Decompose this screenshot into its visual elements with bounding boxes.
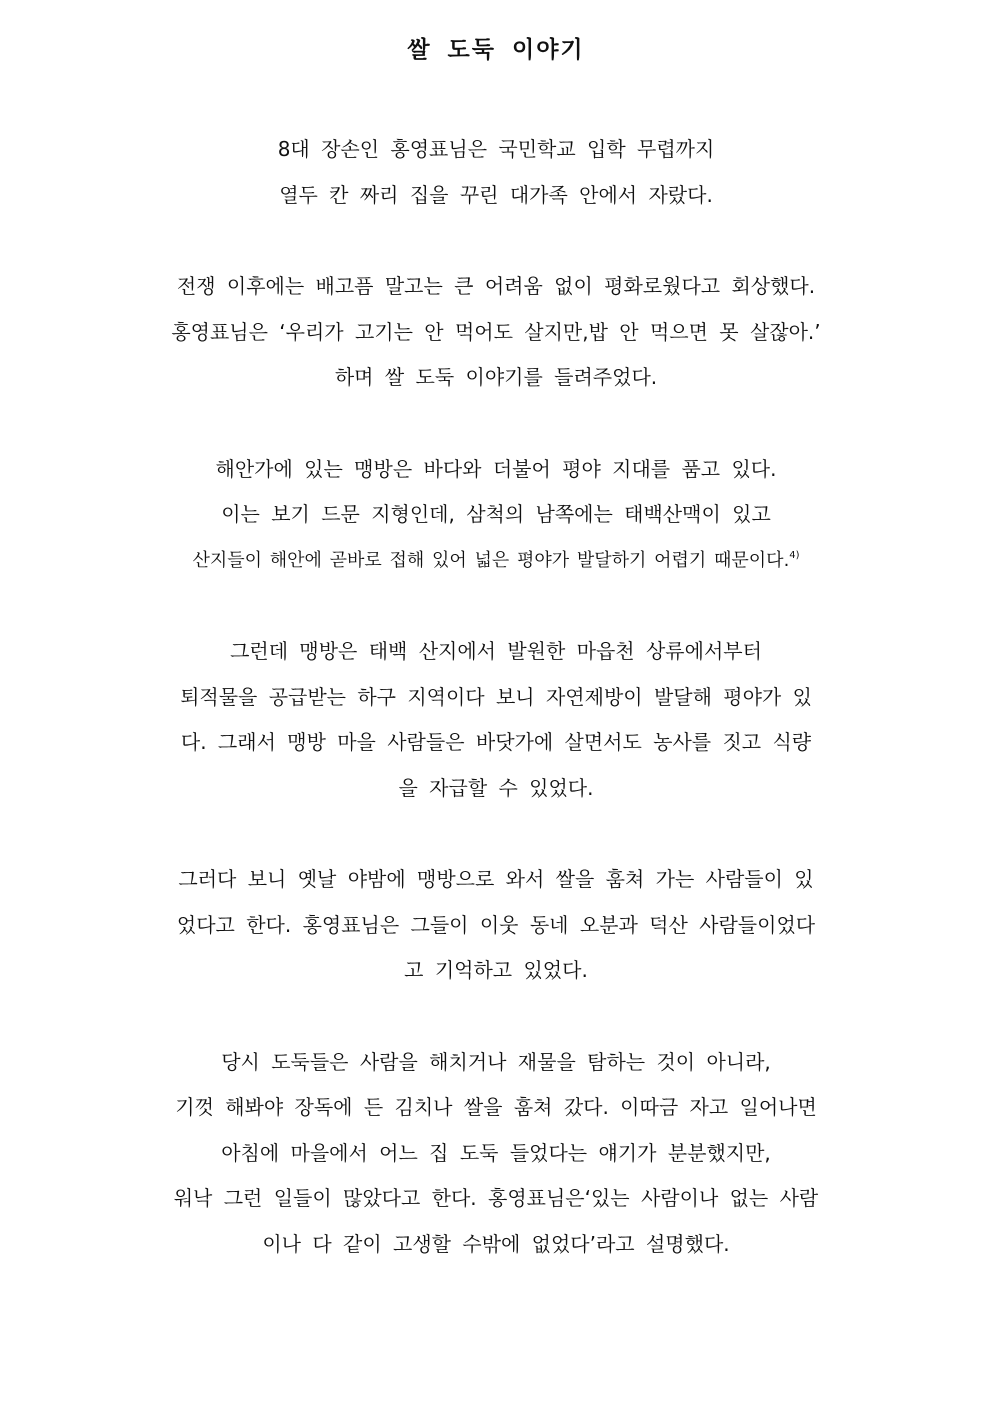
text-line: 그런데 맹방은 태백 산지에서 발원한 마읍천 상류에서부터	[230, 639, 762, 663]
text-line: 그러다 보니 옛날 야밤에 맹방으로 와서 쌀을 훔쳐 가는 사람들이 있	[178, 867, 814, 891]
text-line: 었다고 한다. 홍영표님은 그들이 이웃 동네 오분과 덕산 사람들이었다	[176, 912, 816, 937]
text-line: 퇴적물을 공급받는 하구 지역이다 보니 자연제방이 발달해 평야가 있	[180, 684, 812, 709]
paragraph-3	[140, 447, 852, 584]
footnote-marker[interactable]: 4)	[789, 549, 800, 561]
text-line: 당시 도둑들은 사람을 해치거나 재물을 탐하는 것이 아니라,	[221, 1049, 771, 1074]
text-line: 이는 보기 드문 지형인데, 삼척의 남쪽에는 태백산맥이 있고	[221, 502, 771, 526]
text-line: 홍영표님은 ‘우리가 고기는 안 먹어도 살지만,밥 안 먹으면 못 살잖아.’	[171, 319, 821, 344]
text-line: 전쟁 이후에는 배고픔 말고는 큰 어려움 없이 평화로웠다고 회상했다.	[176, 274, 816, 298]
text-line: 8대 장손인 홍영표님은 국민학교 입학 무렵까지	[277, 137, 715, 161]
text-line: 아침에 마을에서 어느 집 도둑 들었다는 얘기가 분분했지만,	[221, 1140, 771, 1165]
text-line: 워낙 그런 일들이 많았다고 한다. 홍영표님은‘있는 사람이나 없는 사람	[173, 1186, 819, 1210]
text-line: 해안가에 있는 맹방은 바다와 더불어 평야 지대를 품고 있다.	[215, 456, 777, 481]
text-line: 기껏 해봐야 장독에 든 김치나 쌀을 훔쳐 갔다. 이따금 자고 일어나면	[175, 1095, 817, 1119]
text-line-with-footnote	[140, 538, 852, 584]
paragraph-4	[140, 629, 852, 811]
text-line: 산지들이 해안에 곧바로 접해 있어 넓은 평야가 발달하기 어렵기 때문이다.	[192, 549, 790, 571]
text-line: 이나 다 같이 고생할 수밖에 없었다’라고 설명했다.	[262, 1231, 730, 1256]
document-body	[140, 127, 852, 1313]
document-title: 쌀 도둑 이야기	[407, 37, 585, 63]
paragraph-2	[140, 264, 852, 401]
paragraph-5	[140, 857, 852, 994]
text-line: 을 자급할 수 있었다.	[398, 775, 594, 800]
paragraph-1	[140, 127, 852, 218]
text-line: 다. 그래서 맹방 마을 사람들은 바닷가에 살면서도 농사를 짓고 식량	[180, 730, 812, 754]
paragraph-6	[140, 1040, 852, 1268]
text-line: 고 기억하고 있었다.	[404, 958, 588, 982]
text-line: 열두 칸 짜리 집을 꾸린 대가족 안에서 자랐다.	[279, 182, 713, 207]
text-line: 하며 쌀 도둑 이야기를 들려주었다.	[334, 365, 658, 389]
